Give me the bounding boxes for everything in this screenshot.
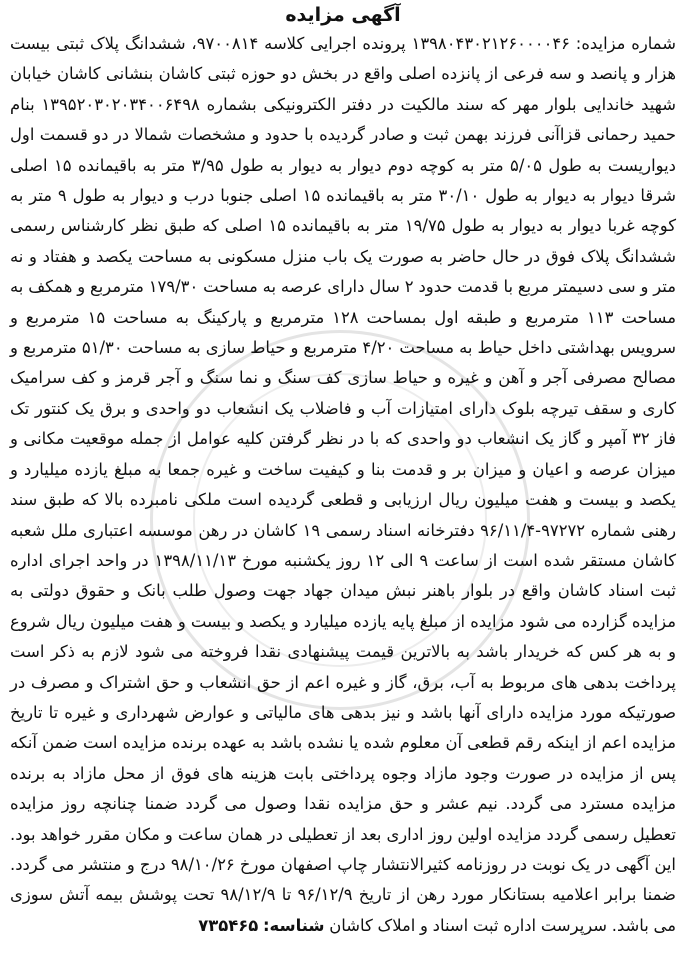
notice-id-label: شناسه:: [262, 915, 325, 935]
notice-body: [10, 29, 676, 941]
notice-id-value: ۷۳۵۴۶۵: [198, 915, 259, 935]
notice-body-text: شماره مزایده: ۱۳۹۸۰۴۳۰۲۱۲۶۰۰۰۰۴۶ پرونده اجرایی کلاسه ۹۷۰۰۸۱۴، ششدانگ پلاک ثبتی بیست هزار و پانصد و سه فرعی از پانزده اصلی واقع در بخش دو حوزه ثبتی کاشان بنشانی کاشان خیابان شهید خاندایی بلوار مهر که سند مالکیت در دفتر الکترونیکی بشماره ۱۳۹۵۲۰۳۰۲۰۳۴۰۰۶۴۹۸ بنام حمید رحمانی قزاآنی فرزند بهمن ثبت و صادر گردیده با حدود و مشخصات شمالا در دو قسمت اول دیواریست به طول ۵/۰۵ متر به کوچه دوم دیوار به دیوار به طول ۳/۹۵ متر به باقیمانده ۱۵ اصلی شرقا دیوار به دیوار به طول ۳۰/۱۰ متر به باقیمانده ۱۵ اصلی جنوبا درب و دیوار به طول ۹ متر به کوچه غربا دیوار به دیوار به طول ۱۹/۷۵ متر به باقیمانده ۱۵ اصلی که طبق نظر کارشناس رسمی ششدانگ پلاک فوق در حال حاضر به صورت یک باب منزل مسکونی به مساحت یکصد و هفتاد و نه متر و سی دسیمتر مربع با قدمت حدود ۲ سال دارای عرصه به مساحت ۱۷۹/۳۰ مترمربع و همکف به مساحت ۱۱۳ مترمربع و طبقه اول بمساحت ۱۲۸ مترمربع و پارکینگ به مساحت ۱۵ مترمربع و سرویس بهداشتی داخل حیاط به مساحت ۴/۲۰ مترمربع و حیاط سازی به مساحت ۵۱/۳۰ مترمربع و مصالح مصرفی آجر و آهن و غیره و حیاط سازی کف سنگ و نما سنگ و آجر قرمز و کف سرامیک کاری و سقف تیرچه بلوک دارای امتیازات آب و فاضلاب یک انشعاب دو واحدی و برق یک کنتور تک فاز ۳۲ آمپر و گاز یک انشعاب دو واحدی که با در نظر گرفتن کلیه عوامل از جمله موقعیت مکانی و میزان عرصه و اعیان و میزان بر و قدمت بنا و کیفیت ساخت و غیره جمعا به مبلغ یازده میلیارد و یکصد و بیست و هفت میلیون ریال ارزیابی و قطعی گردیده است ملکی نامبرده بالا که طبق سند رهنی شماره ۹۷۲۷۲-۹۶/۱۱/۴ دفترخانه اسناد رسمی ۱۹ کاشان در رهن موسسه اعتباری ملل شعبه کاشان مستقر شده است از ساعت ۹ الی ۱۲ روز یکشنبه مورخ ۱۳۹۸/۱۱/۱۳ در واحد اجرای اداره ثبت اسناد کاشان واقع در بلوار باهنر نبش میدان جهاد جهت وصول طلب بانک و حقوق دولتی به مزایده گزارده می شود مزایده از مبلغ پایه یازده میلیارد و یکصد و بیست و هفت میلیون ریال شروع و به هر کس که خریدار باشد به بالاترین قیمت پیشنهادی نقدا فروخته می شود لازم به ذکر است پرداخت بدهی های مربوط به آب، برق، گاز و غیره اعم از حق انشعاب و حق اشتراک و مصرف در صورتیکه مورد مزایده دارای آنها باشد و نیز بدهی های مالیاتی و عوارض شهرداری و غیره تا تاریخ مزایده اعم از اینکه رقم قطعی آن معلوم شده یا نشده باشد به عهده برنده مزایده است ضمن آنکه پس از مزایده در صورت وجود مازاد وجوه پرداختی بابت هزینه های فوق از محل مازاد به برنده مزایده مسترد می گردد. نیم عشر و حق مزایده نقدا وصول می گردد ضمنا چنانچه روز مزایده تعطیل رسمی گردد مزایده اولین روز اداری بعد از تعطیلی در همان ساعت و مکان مقرر خواهد بود. این آگهی در یک نوبت در روزنامه کثیرالانتشار چاپ اصفهان مورخ ۹۸/۱۰/۲۶ درج و منتشر می گردد. ضمنا برابر اعلامیه بستانکار مورد رهن از تاریخ ۹۶/۱۲/۹ تا ۹۸/۱۲/۹ تحت پوشش بیمه آتش سوزی می باشد. سرپرست اداره ثبت اسناد و املاک کاشان: [10, 34, 677, 935]
notice-title: آگهی مزایده: [285, 4, 401, 26]
